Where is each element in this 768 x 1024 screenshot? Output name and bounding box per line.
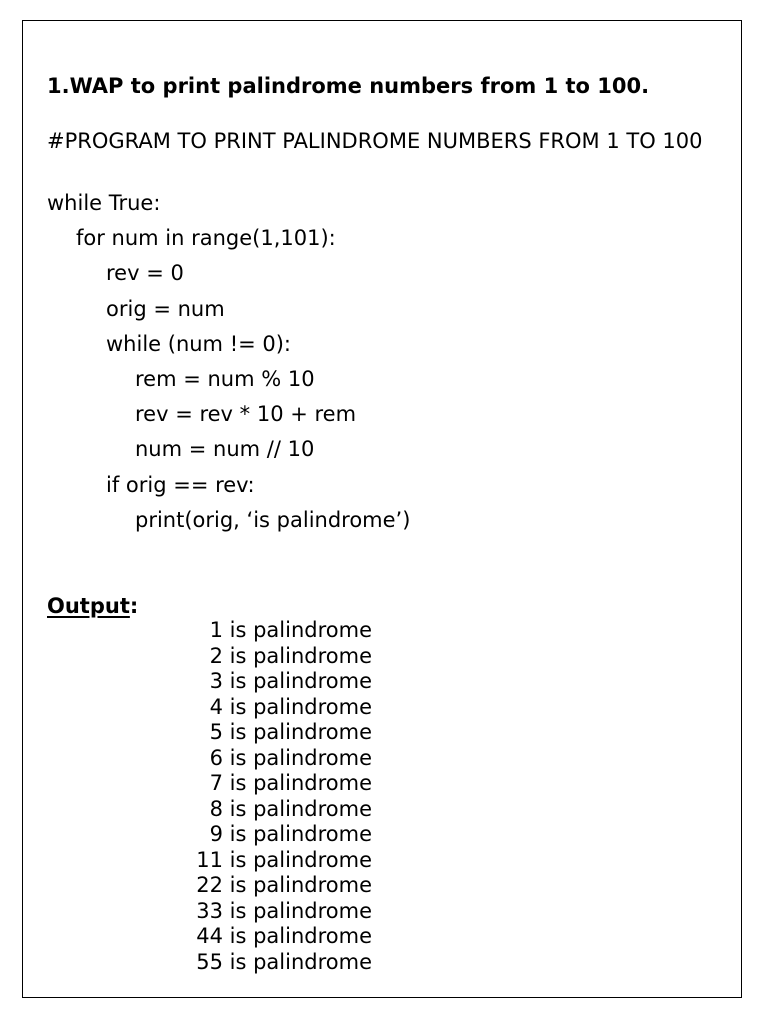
output-line: 2 is palindrome: [209, 643, 372, 668]
output-line: 8 is palindrome: [209, 796, 372, 821]
code-line: orig = num: [106, 296, 225, 321]
code-line: print(orig, ‘is palindrome’): [135, 507, 411, 532]
code-line: num = num // 10: [135, 437, 315, 462]
output-line: 4 is palindrome: [209, 694, 372, 719]
code-line: if orig == rev:: [106, 472, 255, 497]
output-line: 11 is palindrome: [196, 847, 372, 872]
output-line: 6 is palindrome: [209, 745, 372, 770]
output-list: [150, 618, 372, 975]
code-line: rev = 0: [106, 261, 184, 286]
program-comment: #PROGRAM TO PRINT PALINDROME NUMBERS FROM 1 TO 100: [47, 129, 703, 153]
question-heading: 1.WAP to print palindrome numbers from 1 to 100.: [47, 74, 650, 98]
output-label: Output: [47, 594, 130, 618]
output-line: 5 is palindrome: [209, 720, 372, 744]
code-block: [47, 188, 410, 540]
output-line: 1 is palindrome: [209, 618, 372, 642]
output-colon: :: [129, 594, 139, 618]
output-line: 3 is palindrome: [209, 669, 372, 693]
code-line: while (num != 0):: [106, 331, 292, 356]
code-line: rem = num % 10: [135, 366, 315, 391]
code-line: rev = rev * 10 + rem: [135, 402, 357, 427]
output-line: 33 is palindrome: [196, 898, 372, 923]
code-line: for num in range(1,101):: [76, 226, 336, 251]
output-line: 55 is palindrome: [196, 949, 372, 974]
output-line: 7 is palindrome: [209, 771, 372, 795]
output-heading: [47, 592, 138, 620]
output-line: 9 is palindrome: [209, 822, 372, 846]
output-line: 22 is palindrome: [196, 873, 372, 897]
output-line: 44 is palindrome: [196, 924, 372, 948]
code-line: while True:: [47, 191, 161, 215]
